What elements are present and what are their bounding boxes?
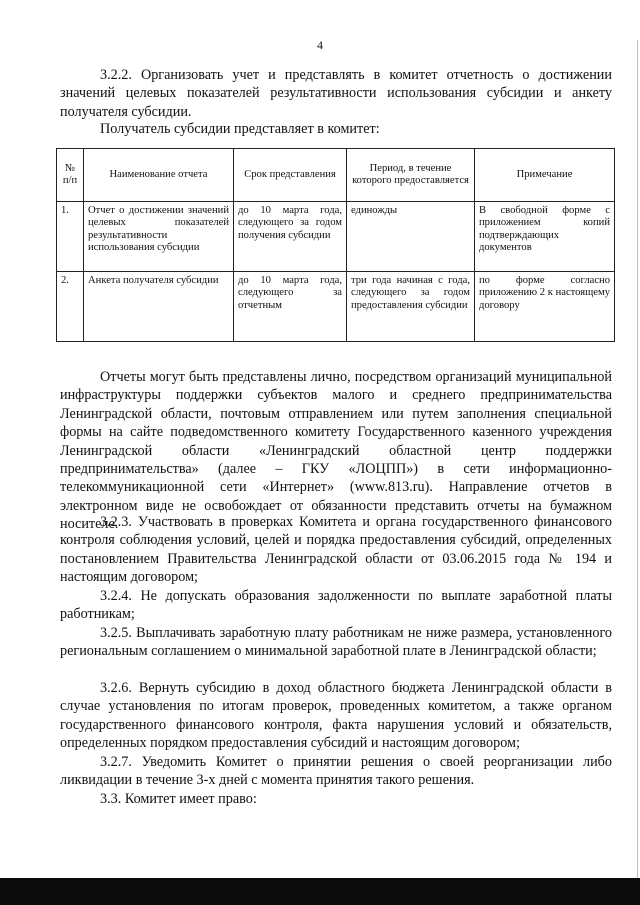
paragraph-3-2-3: 3.2.3. Участвовать в проверках Комитета и органа государственного финансового контроля соблюдения условий, целей и порядка предоставления субсидий, определенных постановлением Правительства Ленинградской области от 03.06.2015 года № 194 и настоящим договором;: [60, 514, 612, 586]
header-period: Период, в течение которого предоставляется: [347, 149, 475, 202]
scan-bottom-border: [0, 878, 640, 905]
paragraph-3-2-7: 3.2.7. Уведомить Комитет о принятии решения о своей реорганизации либо ликвидации в течение 3-х дней с момента принятия такого решения.: [60, 754, 612, 789]
paragraph-3-2-4: 3.2.4. Не допускать образования задолженности по выплате заработной платы работникам;: [60, 588, 612, 623]
paragraph-3-2-6: 3.2.6. Вернуть субсидию в доход областного бюджета Ленинградской области в случае установления по итогам проверок, проведенных комитетом, а также органом государственного финансового контроля, факта нарушения условий и обязательств, определенных порядком предоставления субсидий и настоящим договором;: [60, 680, 612, 752]
paragraph-3-3: 3.3. Комитет имеет право:: [100, 791, 257, 807]
header-report-name: Наименование отчета: [84, 149, 234, 202]
paragraph-3-2-5: 3.2.5. Выплачивать заработную плату работникам не ниже размера, установленного региональным соглашением о минимальной заработной плате в Ленинградской области;: [60, 625, 612, 660]
cell-period: три года начиная с года, следующего за годом предоставления субсидии: [347, 272, 475, 342]
cell-note: В свободной форме с приложением копий подтверждающих документов: [475, 202, 615, 272]
paragraph-table-intro: Получатель субсидии представляет в комитет:: [100, 121, 380, 137]
header-note: Примечание: [475, 149, 615, 202]
table-header-row: [57, 149, 615, 202]
paragraph-reports-submission: Отчеты могут быть представлены лично, посредством организаций муниципальной инфраструктуры поддержки субъектов малого и среднего предпринимательства Ленинградской области, почтовым отправлением или путем заполнения специальной формы на сайте подведомственного комитету Государственного казенного учреждения Ленинградской области «Ленинградский областной центр поддержки предпринимательства» (далее – ГКУ «ЛОЦПП») в сети информационно-телекоммуникационной сети «Интернет» (www.813.ru). Направление отчетов в электронном виде не освобождает от обязанности представить отчеты на бумажном носителе.: [60, 369, 612, 533]
cell-report-name: Отчет о достижении значений целевых показателей результативности использования субсидии: [84, 202, 234, 272]
scan-edge-line: [637, 40, 638, 878]
header-deadline: Срок представления: [234, 149, 347, 202]
cell-period: единожды: [347, 202, 475, 272]
cell-report-name: Анкета получателя субсидии: [84, 272, 234, 342]
table-row: [57, 272, 615, 342]
cell-number: 2.: [57, 272, 84, 342]
cell-number: 1.: [57, 202, 84, 272]
cell-note: по форме согласно приложению 2 к настоящему договору: [475, 272, 615, 342]
cell-deadline: до 10 марта года, следующего за отчетным: [234, 272, 347, 342]
reports-table: [56, 148, 615, 342]
table-row: [57, 202, 615, 272]
cell-deadline: до 10 марта года, следующего за годом получения субсидии: [234, 202, 347, 272]
paragraph-3-2-2: 3.2.2. Организовать учет и представлять в комитет отчетность о достижении значений целевых показателей результативности использования субсидии и анкету получателя субсидии.: [60, 67, 612, 120]
header-number: № п/п: [57, 149, 84, 202]
page-number: 4: [317, 38, 323, 52]
